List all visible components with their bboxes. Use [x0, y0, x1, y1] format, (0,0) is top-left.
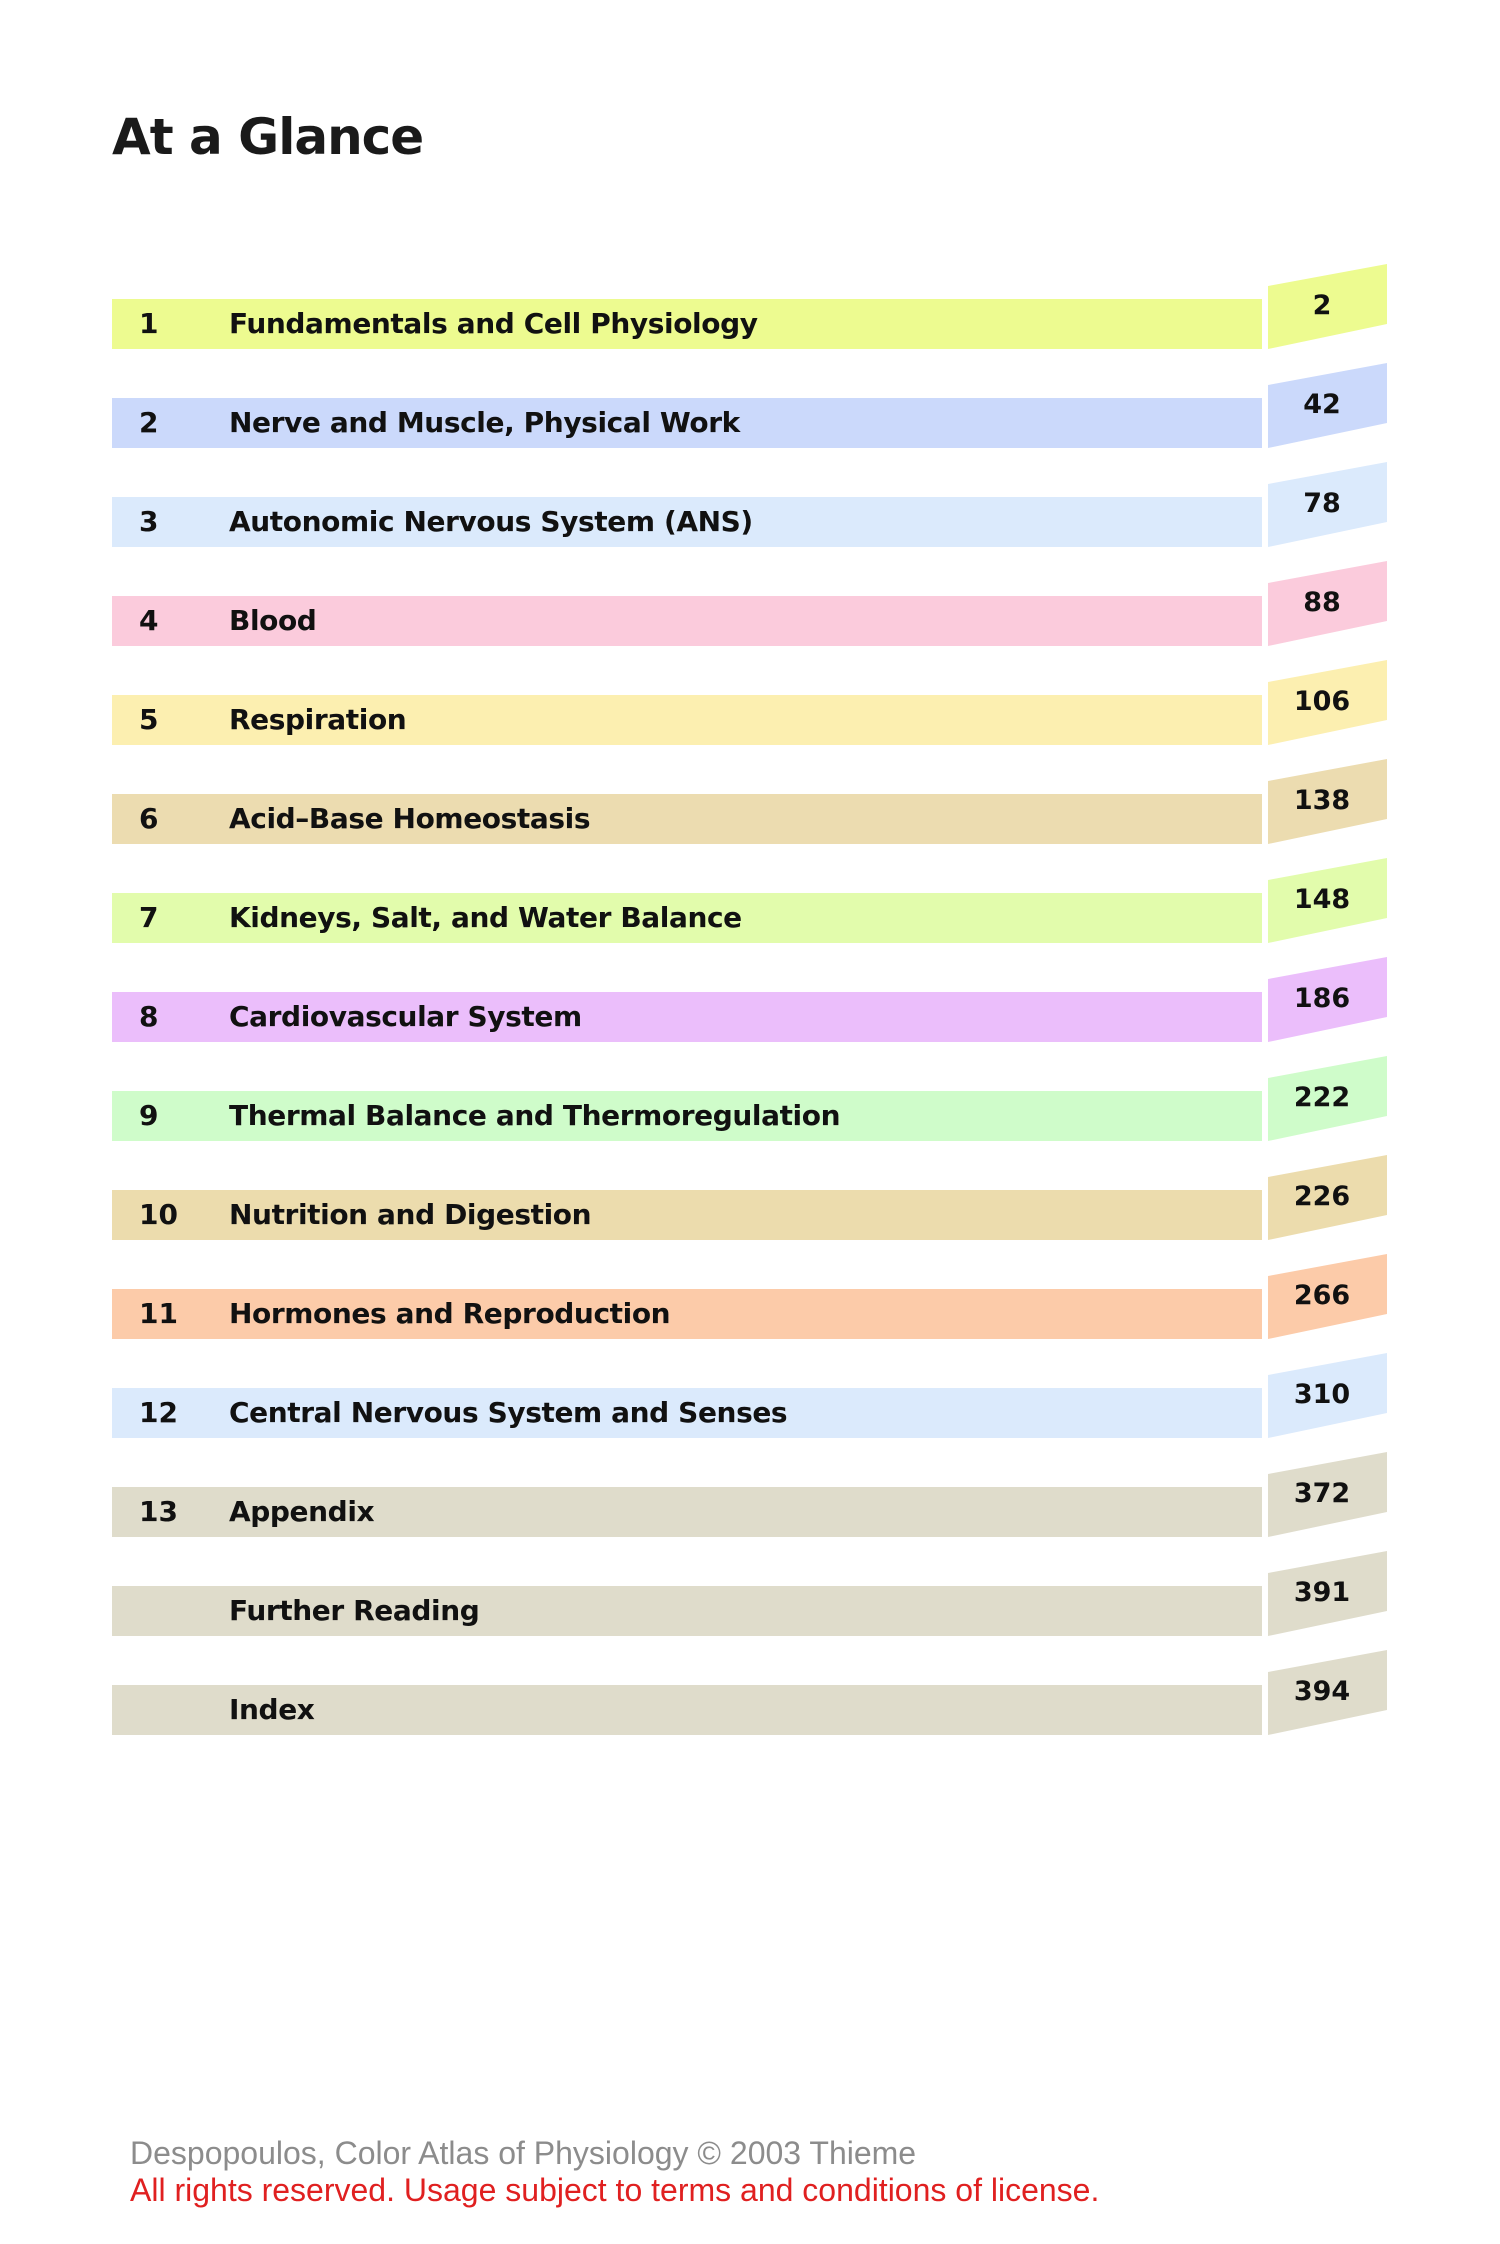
chapter-number: 2 [139, 406, 159, 439]
page-number: 372 [1293, 1478, 1351, 1509]
toc-entry[interactable] [112, 1254, 1387, 1354]
chapter-title: Nerve and Muscle, Physical Work [229, 406, 740, 439]
page-number: 78 [1303, 488, 1341, 519]
page-number: 222 [1293, 1082, 1351, 1113]
chapter-number: 8 [139, 1000, 159, 1033]
toc-entry[interactable] [112, 759, 1387, 859]
toc-entry[interactable] [112, 1650, 1387, 1750]
page-number: 138 [1293, 785, 1351, 816]
footer-license: All rights reserved. Usage subject to terms and conditions of license. [130, 2172, 1100, 2208]
chapter-number: 1 [139, 307, 159, 340]
chapter-title: Fundamentals and Cell Physiology [229, 307, 758, 340]
chapter-title: Cardiovascular System [229, 1000, 582, 1033]
chapter-title: Acid–Base Homeostasis [229, 802, 591, 835]
chapter-number: 6 [139, 802, 159, 835]
page-number: 394 [1293, 1676, 1351, 1707]
chapter-title: Blood [229, 604, 317, 637]
toc-entry[interactable] [112, 363, 1387, 463]
chapter-title: Nutrition and Digestion [229, 1198, 592, 1231]
toc-entry[interactable] [112, 462, 1387, 562]
page-number: 186 [1293, 983, 1351, 1014]
page-number: 42 [1303, 389, 1341, 420]
chapter-title: Kidneys, Salt, and Water Balance [229, 901, 742, 934]
chapter-number: 5 [139, 703, 159, 736]
page-number: 2 [1312, 290, 1332, 321]
chapter-number: 12 [139, 1396, 178, 1429]
page-number: 88 [1303, 587, 1341, 618]
toc-entry[interactable] [112, 858, 1387, 958]
chapter-title: Respiration [229, 703, 407, 736]
chapter-number: 13 [139, 1495, 178, 1528]
chapter-number: 4 [139, 604, 159, 637]
chapter-number: 11 [139, 1297, 178, 1330]
toc-entry[interactable] [112, 1551, 1387, 1651]
page-number: 266 [1293, 1280, 1351, 1311]
page-number: 106 [1293, 686, 1351, 717]
chapter-number: 7 [139, 901, 159, 934]
chapter-title: Further Reading [229, 1594, 480, 1627]
page-number: 391 [1293, 1577, 1351, 1608]
toc-entry[interactable] [112, 957, 1387, 1057]
chapter-title: Index [229, 1693, 315, 1726]
toc-entry[interactable] [112, 264, 1387, 364]
chapter-title: Central Nervous System and Senses [229, 1396, 788, 1429]
footer [130, 2135, 1099, 2209]
toc-entry[interactable] [112, 1452, 1387, 1552]
chapter-title: Appendix [229, 1495, 375, 1528]
chapter-title: Autonomic Nervous System (ANS) [229, 505, 753, 538]
chapter-number: 10 [139, 1198, 178, 1231]
chapter-title: Hormones and Reproduction [229, 1297, 671, 1330]
toc-entry[interactable] [112, 1353, 1387, 1453]
page-number: 226 [1293, 1181, 1351, 1212]
page-title: At a Glance [112, 108, 424, 166]
chapter-title: Thermal Balance and Thermoregulation [229, 1099, 841, 1132]
toc-entry[interactable] [112, 1056, 1387, 1156]
toc-entry[interactable] [112, 561, 1387, 661]
chapter-number: 9 [139, 1099, 159, 1132]
page-number: 310 [1293, 1379, 1351, 1410]
toc-entry[interactable] [112, 660, 1387, 760]
toc-entry[interactable] [112, 1155, 1387, 1255]
chapter-number: 3 [139, 505, 159, 538]
footer-credit: Despopoulos, Color Atlas of Physiology © 2003 Thieme [130, 2135, 917, 2171]
page-number: 148 [1293, 884, 1351, 915]
